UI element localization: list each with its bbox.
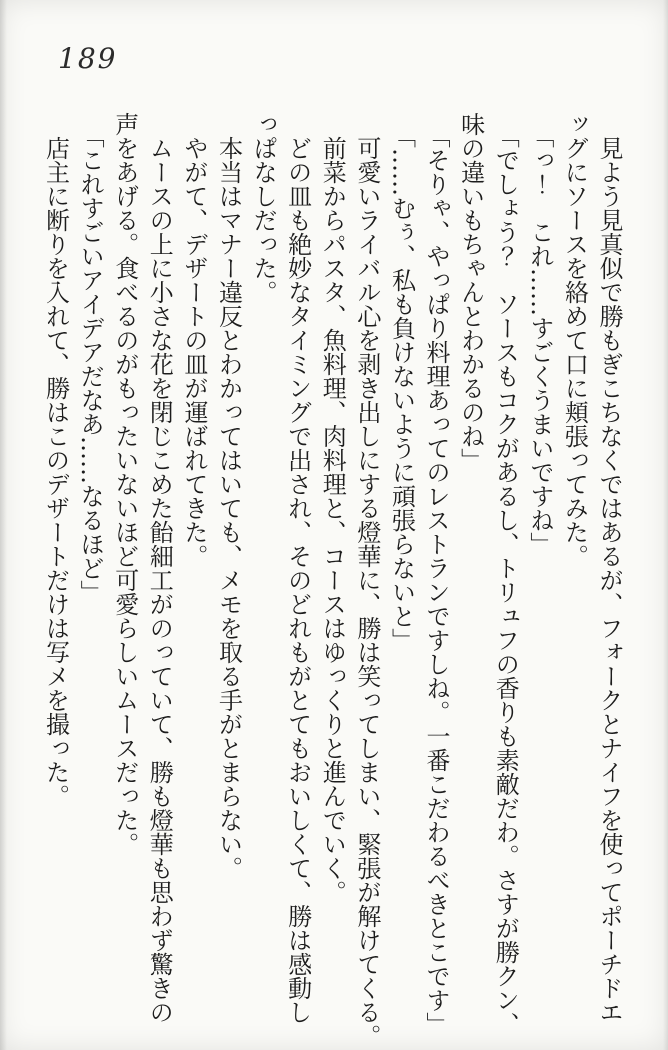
page-number: 189 <box>58 42 118 75</box>
text-column: 味の違いもちゃんとわかるのね」 <box>456 112 485 472</box>
text-column: ムースの上に小さな花を閉じこめた飴細工がのっていて、勝も燈華も思わず驚きの <box>145 136 174 1024</box>
text-column: 本当はマナー違反とわかってはいても、メモを取る手がとまらない。 <box>214 136 243 880</box>
text-column: やがて、デザートの皿が運ばれてきた。 <box>179 136 208 568</box>
text-column: 「っ！ これ……すごくうまいですね」 <box>525 124 554 556</box>
text-column: 声をあげる。食べるのがもったいないほど可愛らしいムースだった。 <box>110 112 139 856</box>
text-block <box>38 112 626 1048</box>
text-column: 店主に断りを入れて、勝はこのデザートだけは写メを撮った。 <box>41 136 70 808</box>
text-column: 可愛いライバル心を剥き出しにする燈華に、勝は笑ってしまい、緊張が解けてくる。 <box>352 136 381 1048</box>
text-column: 前菜からパスタ、魚料理、肉料理と、コースはゆっくりと進んでいく。 <box>318 136 347 904</box>
text-column: 「……むぅ、私も負けないように頑張らないと」 <box>387 124 416 652</box>
text-column: ッグにソースを絡めて口に頬張ってみた。 <box>560 112 589 568</box>
text-column: っぱなしだった。 <box>249 112 278 304</box>
text-column: 見よう見真似で勝もぎこちなくではあるが、フォークとナイフを使ってポーチドエ <box>595 136 623 1024</box>
text-column: 「これすごいアイデアだなあ……なるほど」 <box>76 124 105 604</box>
text-column: どの皿も絶妙なタイミングで出され、そのどれもがとてもおいしくて、勝は感動し <box>283 136 312 1024</box>
text-column: 「そりゃ、やっぱり料理あってのレストランですしね。一番こだわるべきとこです」 <box>422 124 451 1036</box>
text-column: 「でしょう？ ソースもコクがあるし、トリュフの香りも素敵だわ。さすが勝クン、 <box>491 124 520 1036</box>
